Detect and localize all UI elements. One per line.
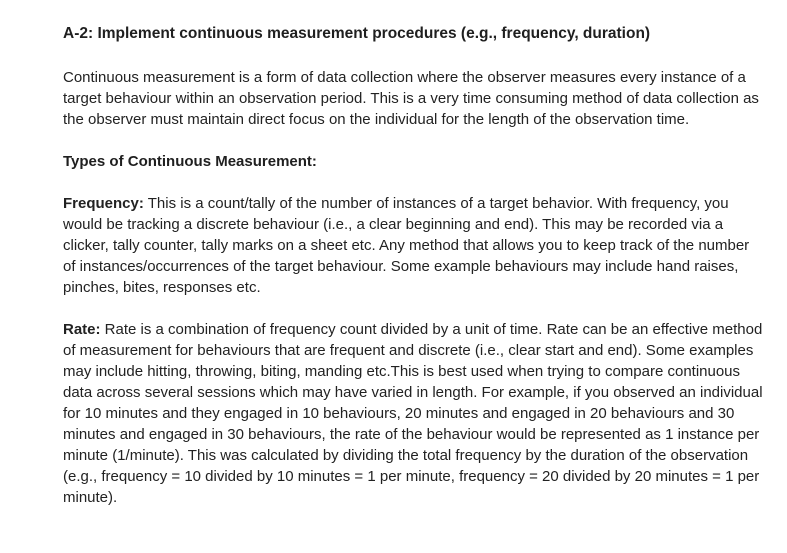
document-body	[63, 24, 763, 529]
page-title: A-2: Implement continuous measurement procedures (e.g., frequency, duration)	[63, 25, 651, 42]
frequency-term: Frequency:	[63, 195, 144, 212]
rate-term: Rate:	[63, 321, 101, 338]
rate-text: Rate is a combination of frequency count divided by a unit of time. Rate can be an effective method of measurement for behaviours that are frequent and discrete (i.e., clear start and end). Some examples may include hitting, throwing, biting, manding etc.This is best used when trying to compare continuous data across several sessions which may have varied in length. For example, if you observed an individual for 10 minutes and they engaged in 10 behaviours, 20 minutes and engaged in 20 behaviours and 30 minutes and engaged in 30 behaviours, the rate of the behaviour would be represented as 1 instance per minute (1/minute). This was calculated by dividing the total frequency by the duration of the observation (e.g., frequency = 10 divided by 10 minutes = 1 per minute, frequency = 20 divided by 20 minutes = 1 per minute).	[63, 321, 763, 506]
types-heading: Types of Continuous Measurement:	[63, 153, 317, 170]
intro-paragraph: Continuous measurement is a form of data collection where the observer measures every instance of a target behaviour within an observation period. This is a very time consuming method of data collection as the observer must maintain direct focus on the individual for the length of the observation time.	[63, 69, 759, 128]
frequency-text: This is a count/tally of the number of instances of a target behavior. With frequency, you would be tracking a discrete behaviour (i.e., a clear beginning and end). This may be recorded via a clicker, tally counter, tally marks on a sheet etc. Any method that allows you to keep track of the number of instances/occurrences of the target behaviour. Some example behaviours may include hand raises, pinches, bites, responses etc.	[63, 195, 750, 296]
rate-paragraph	[63, 319, 763, 508]
frequency-paragraph	[63, 193, 763, 298]
